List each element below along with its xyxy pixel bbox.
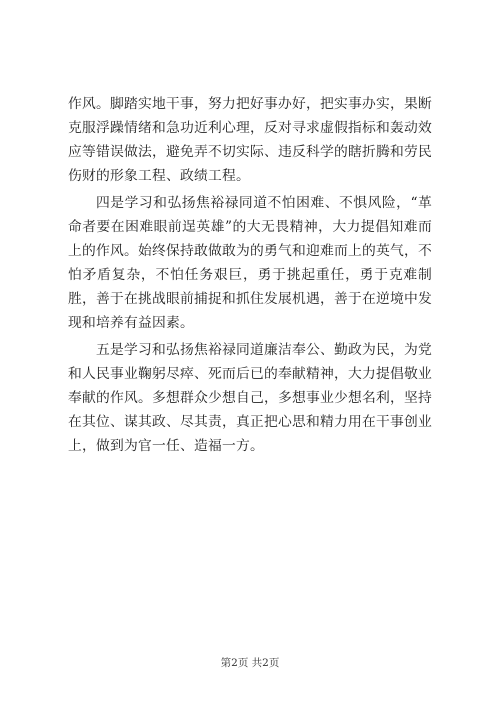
paragraph-point-five: 五是学习和弘扬焦裕禄同道廉洁奉公、勤政为民，为党和人民事业鞠躬尽瘁、死而后已的奉献精神，大力提倡敬业奉献的作风。多想群众少想自己，多想事业少想名利，坚持在其位、谋其政、尽其责，真正把心思和精力用在干事创业上，做到为官一任、造福一方。 [68, 342, 432, 454]
document-body [68, 92, 432, 461]
page-number-footer: 第2页 共2页 [220, 657, 280, 669]
paragraph-point-four: 四是学习和弘扬焦裕禄同道不怕困难、不惧风险，“革命者要在困难眼前逞英雄”的大无畏精神，大力提倡知难而上的作风。始终保持敢做敢为的勇气和迎难而上的英气，不怕矛盾复杂，不怕任务艰巨，勇于挑起重任，勇于克难制胜，善于在挑战眼前捕捉和抓住发展机遇，善于在逆境中发现和培养有益因素。 [68, 195, 432, 331]
paragraph-continuation: 作风。脚踏实地干事，努力把好事办好，把实事办实，果断克服浮躁情绪和急功近利心理，反对寻求虚假指标和轰动效应等错误做法，避免弄不切实际、违反科学的瞎折腾和劳民伤财的形象工程、政绩工程。 [68, 96, 432, 184]
